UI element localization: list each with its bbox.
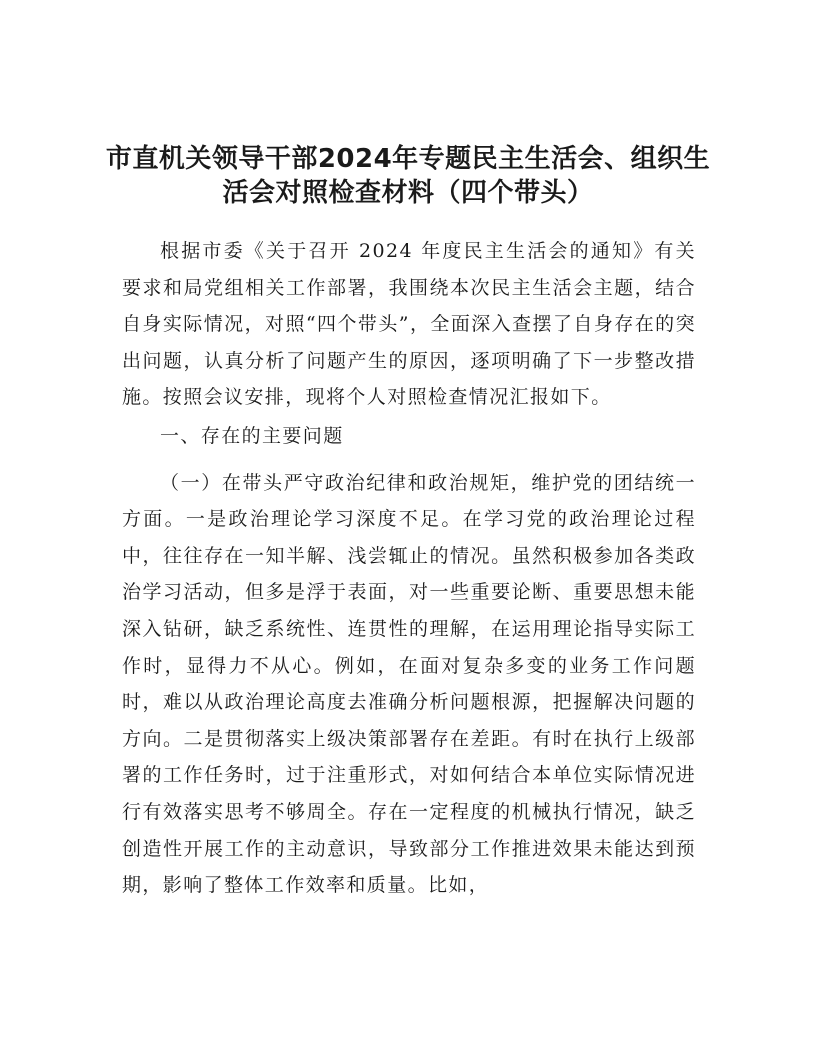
document-body bbox=[122, 233, 696, 904]
intro-paragraph: 根据市委《关于召开 2024 年度民主生活会的通知》有关要求和局党组相关工作部署，我围绕本次民主生活会主题，结合自身实际情况，对照“四个带头”，全面深入查摆了自身存在的突出问题，认真分析了问题产生的原因，逐项明确了下一步整改措施。按照会议安排，现将个人对照检查情况汇报如下。 bbox=[122, 240, 696, 409]
section-heading: 一、存在的主要问题 bbox=[160, 424, 344, 447]
body-paragraph: （一）在带头严守政治纪律和政治规矩，维护党的团结统一方面。一是政治理论学习深度不足。在学习党的政治理论过程中，往往存在一知半解、浅尝辄止的情况。虽然积极参加各类政治学习活动，但多是浮于表面，对一些重要论断、重要思想未能深入钻研，缺乏系统性、连贯性的理解，在运用理论指导实际工作时，显得力不从心。例如，在面对复杂多变的业务工作问题时，难以从政治理论高度去准确分析问题根源，把握解决问题的方向。二是贯彻落实上级决策部署存在差距。有时在执行上级部署的工作任务时，过于注重形式，对如何结合本单位实际情况进行有效落实思考不够周全。存在一定程度的机械执行情况，缺乏创造性开展工作的主动意识，导致部分工作推进效果未能达到预期，影响了整体工作效率和质量。比如， bbox=[122, 471, 696, 897]
document-title: 市直机关领导干部2024年专题民主生活会、组织生活会对照检查材料（四个带头） bbox=[105, 144, 711, 208]
